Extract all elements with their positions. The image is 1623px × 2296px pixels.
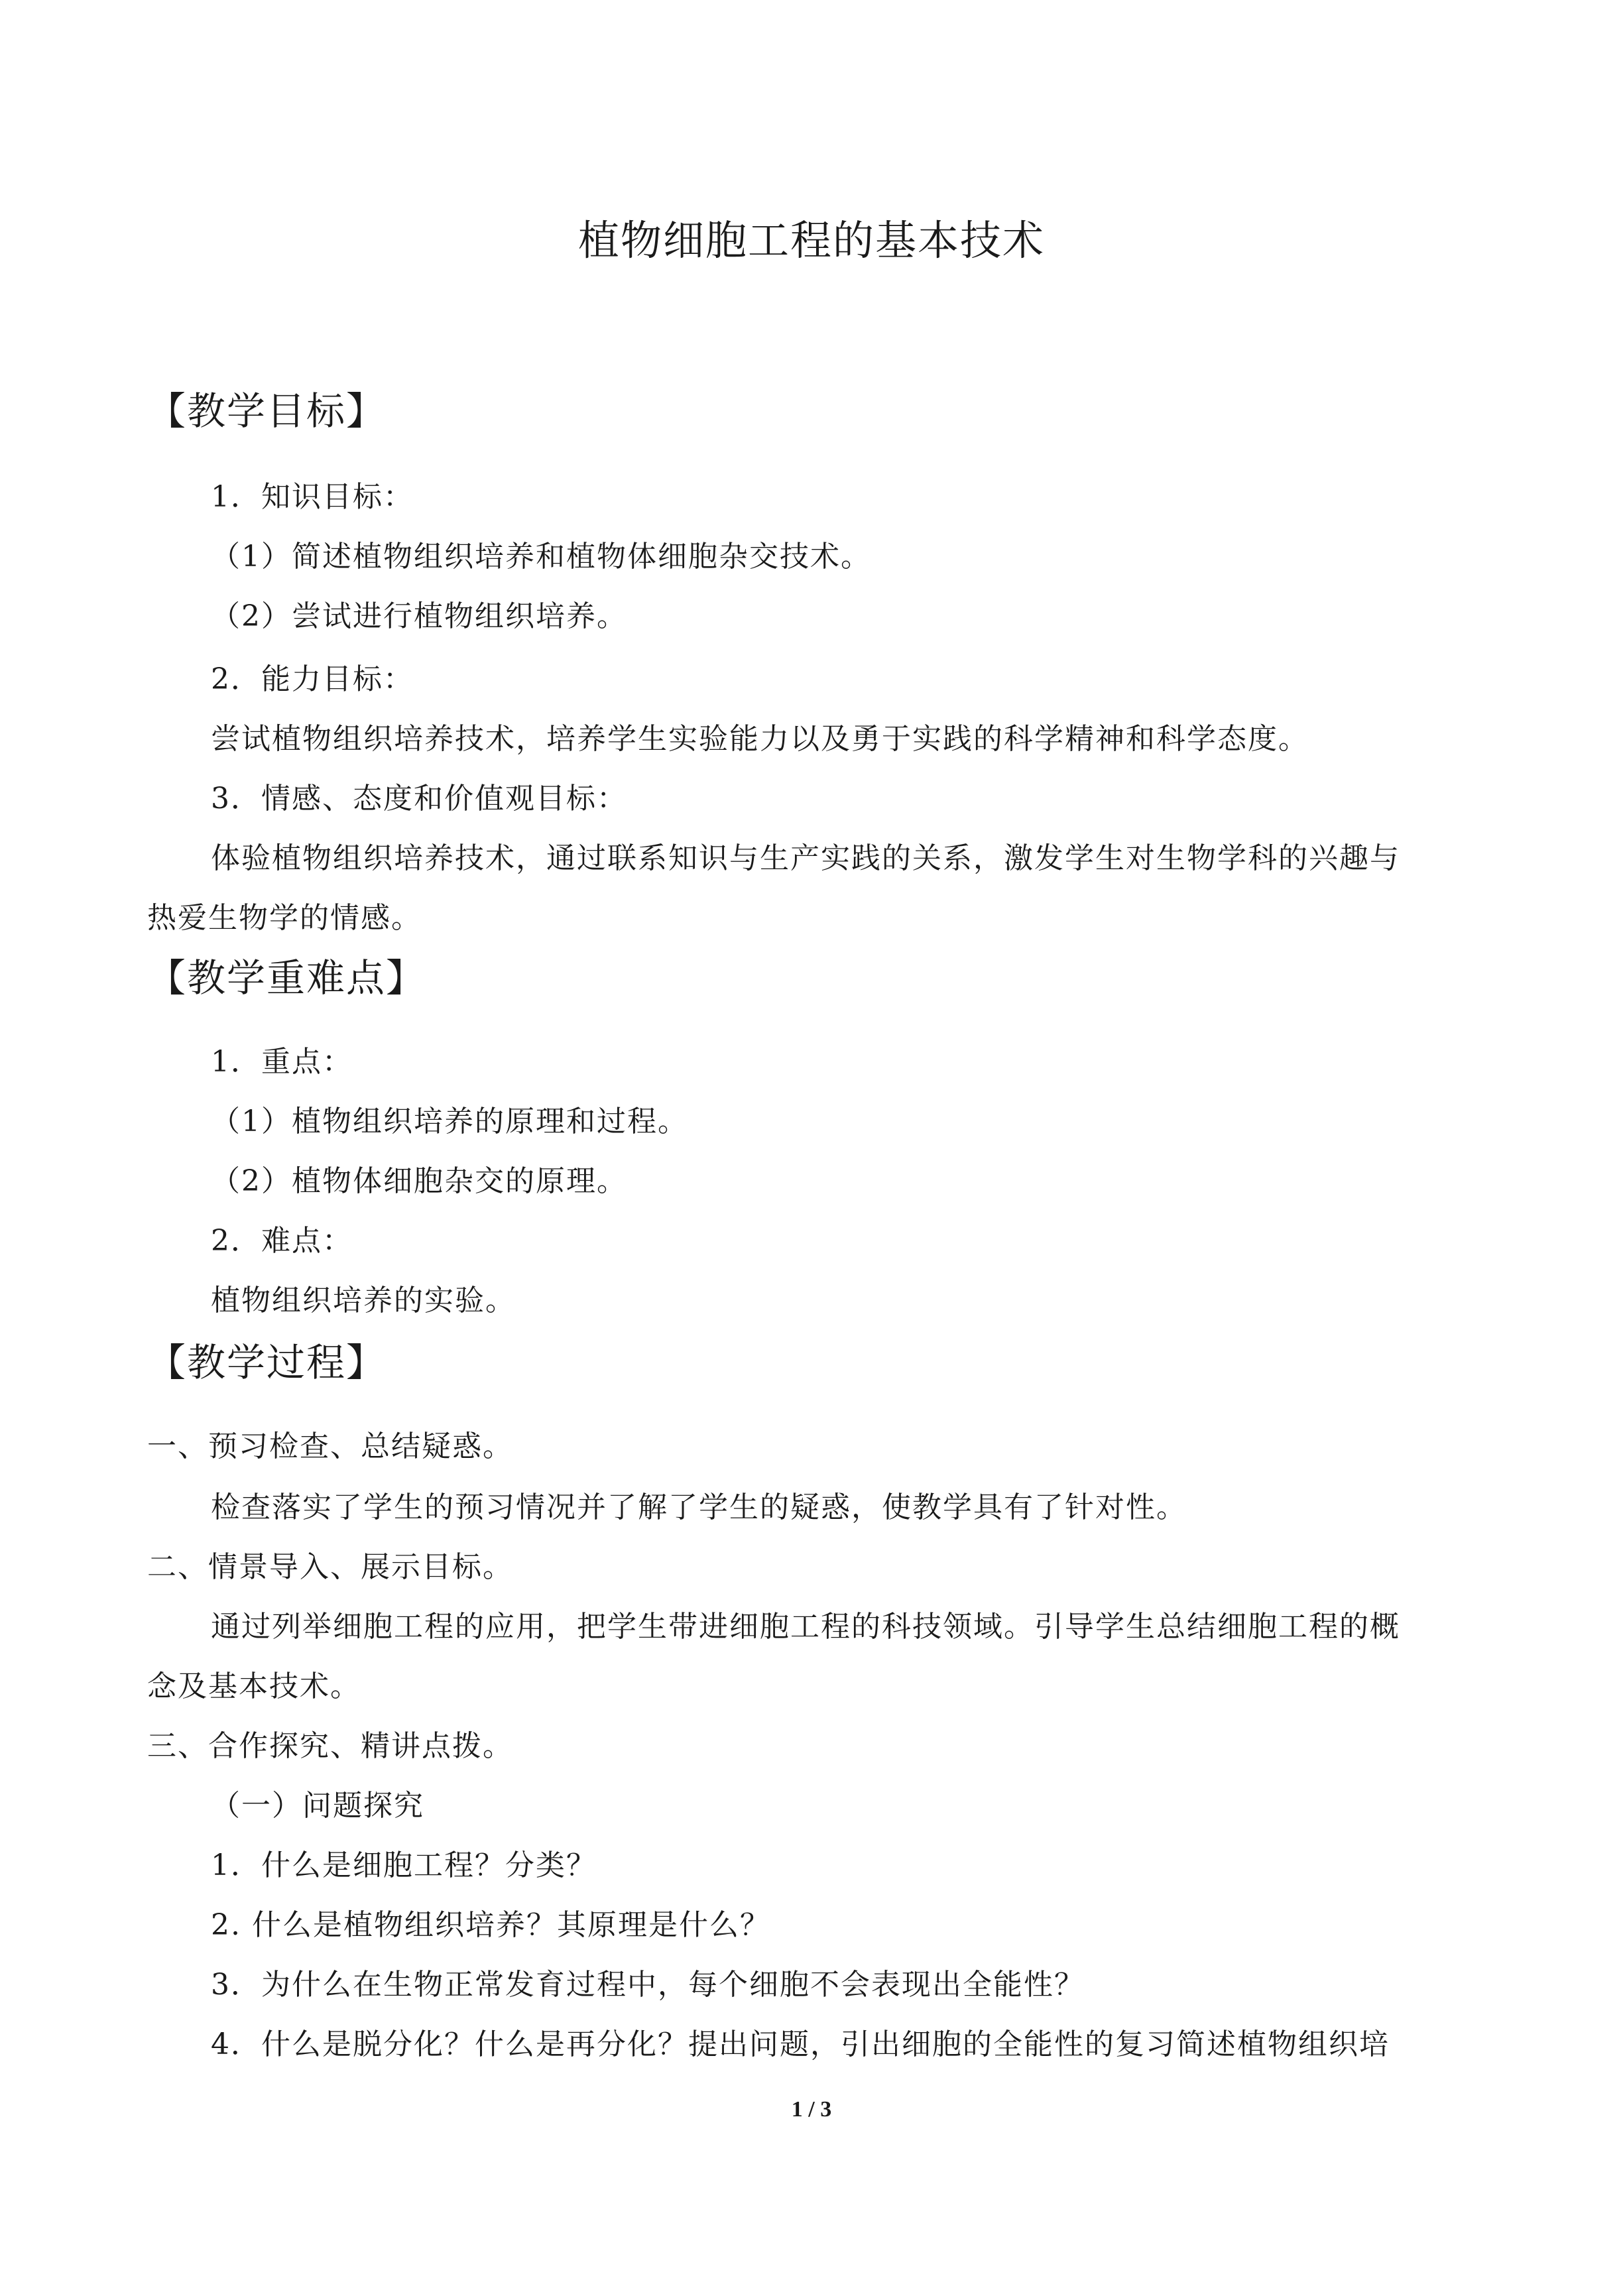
process-line: 检查落实了学生的预习情况并了解了学生的疑惑，使教学具有了针对性。	[211, 1490, 1187, 1524]
process-line: 3．为什么在生物正常发育过程中，每个细胞不会表现出全能性？	[211, 1968, 1085, 2002]
objectives-line: 体验植物组织培养技术，通过联系知识与生产实践的关系，激发学生对生物学科的兴趣与	[211, 841, 1400, 875]
process-line: 1．什么是细胞工程？分类？	[211, 1848, 597, 1882]
objectives-line: （1）简述植物组织培养和植物体细胞杂交技术。	[211, 540, 871, 574]
section-heading-key-points: 【教学重难点】	[147, 955, 426, 1000]
key-points-line: 1．重点：	[211, 1045, 353, 1079]
key-points-line: （1）植物组织培养的原理和过程。	[211, 1105, 688, 1138]
document-title: 植物细胞工程的基本技术	[577, 216, 1045, 265]
process-line: （一）问题探究	[211, 1789, 424, 1823]
process-line: 念及基本技术。	[147, 1669, 361, 1703]
key-points-line: （2）植物体细胞杂交的原理。	[211, 1164, 627, 1198]
process-line: 2. 什么是植物组织培养？其原理是什么？	[211, 1908, 770, 1942]
process-line: 4．什么是脱分化？什么是再分化？提出问题，引出细胞的全能性的复习简述植物组织培	[211, 2027, 1390, 2061]
process-line: 二、情景导入、展示目标。	[147, 1550, 513, 1584]
process-line: 一、预习检查、总结疑惑。	[147, 1429, 513, 1463]
process-line: 三、合作探究、精讲点拨。	[147, 1729, 513, 1763]
objectives-line: 1．知识目标：	[211, 480, 414, 514]
section-heading-objectives: 【教学目标】	[147, 389, 387, 434]
key-points-line: 植物组织培养的实验。	[211, 1284, 516, 1317]
objectives-line: 3．情感、态度和价值观目标：	[211, 782, 627, 816]
objectives-line: 热爱生物学的情感。	[147, 901, 422, 935]
section-heading-process: 【教学过程】	[147, 1340, 387, 1385]
page-number: 1 / 3	[791, 2097, 832, 2122]
key-points-line: 2．难点：	[211, 1224, 353, 1258]
objectives-line: （2）尝试进行植物组织培养。	[211, 599, 627, 633]
objectives-line: 2．能力目标：	[211, 662, 414, 696]
process-line: 通过列举细胞工程的应用，把学生带进细胞工程的科技领域。引导学生总结细胞工程的概	[211, 1610, 1400, 1644]
objectives-line: 尝试植物组织培养技术，培养学生实验能力以及勇于实践的科学精神和科学态度。	[211, 722, 1309, 756]
